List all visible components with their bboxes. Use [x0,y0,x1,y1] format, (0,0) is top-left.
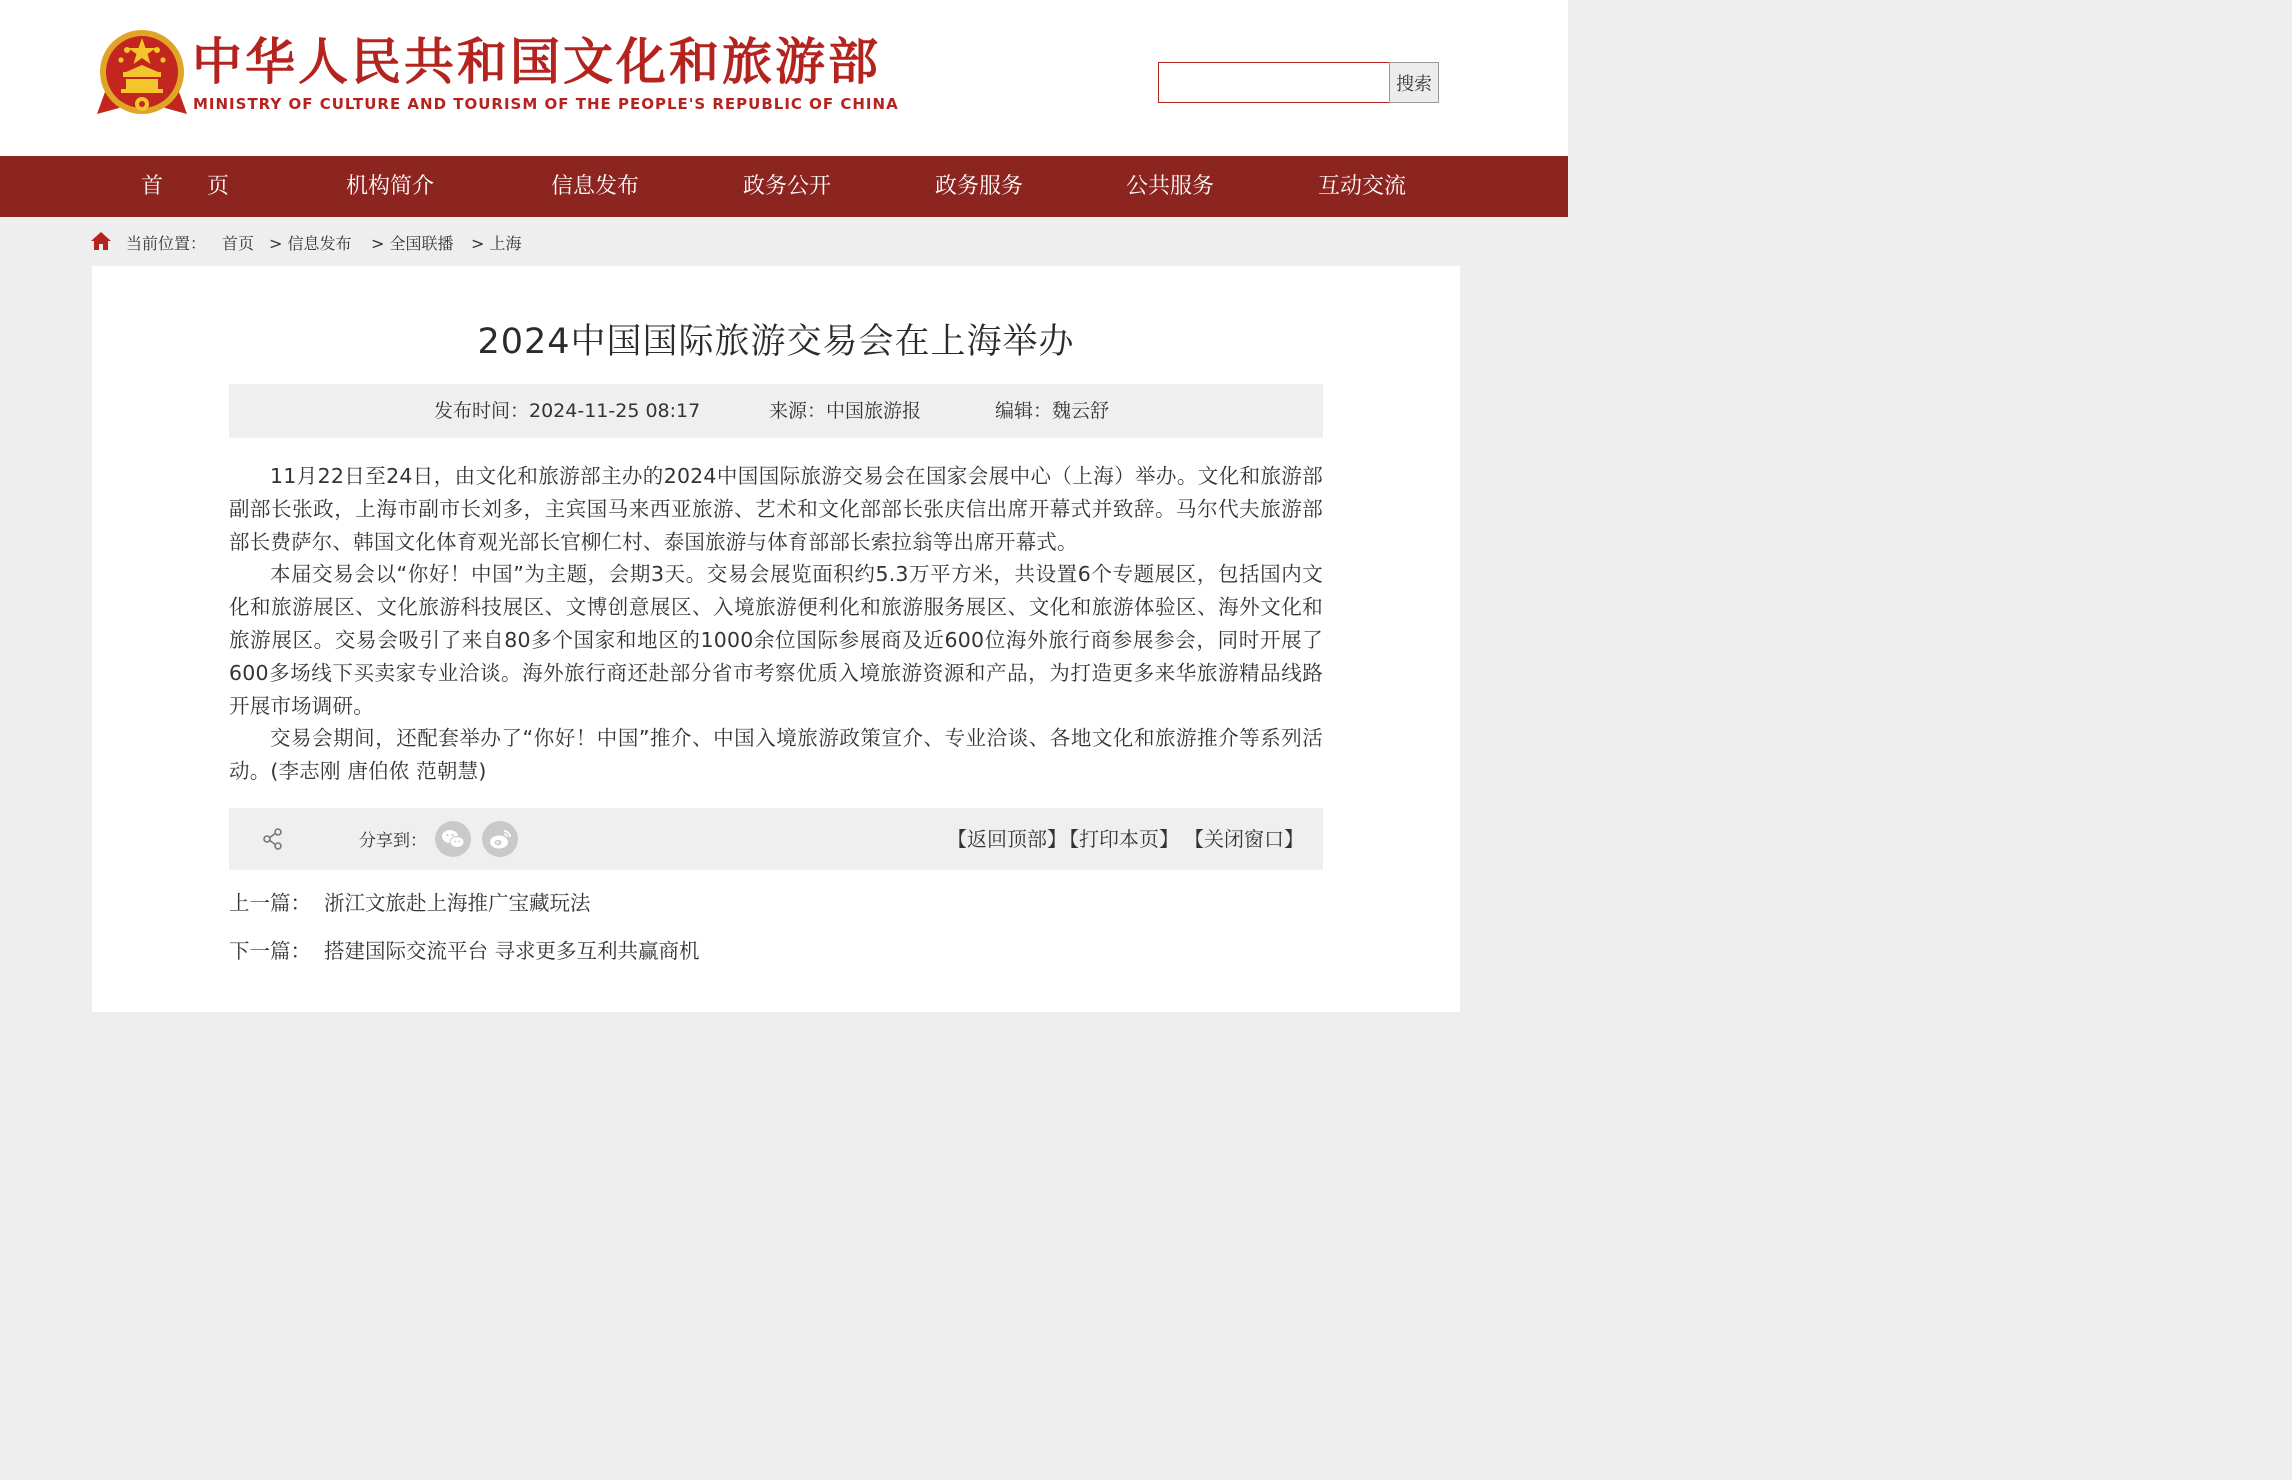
publish-date: 发布时间：2024-11-25 08:17 [434,400,701,422]
share-icon [261,827,285,851]
article-source: 来源：中国旅游报 [769,400,922,422]
nav-item-public-services[interactable]: 公共服务 [1126,174,1215,199]
next-article-label: 下一篇： [229,939,311,963]
share-label: 分享到： [359,831,427,851]
home-icon [90,230,112,252]
prev-article-label: 上一篇： [229,891,311,915]
back-to-top-link[interactable]: 【返回顶部】 [947,827,1067,851]
site-header [0,0,1568,156]
next-article [229,934,700,964]
article-paragraph: 本届交易会以“你好！中国”为主题，会期3天。交易会展览面积约5.3万平方米，共设置6个专题展区，包括国内文化和旅游展区、文化旅游科技展区、文博创意展区、入境旅游便利化和旅游服务展区、文化和旅游体验区、海外文化和旅游展区。交易会吸引了来自80多个国家和地区的1000余位国际参展商及近600位海外旅行商参展参会，同时开展了600多场线下买卖家专业洽谈。海外旅行商还赴部分省市考察优质入境旅游资源和产品，为打造更多来华旅游精品线路开展市场调研。 [229,562,1323,718]
article-body [229,460,1323,788]
close-window-link[interactable]: 【关闭窗口】 [1184,827,1304,851]
article-paragraph: 交易会期间，还配套举办了“你好！中国”推介、中国入境旅游政策宣介、专业洽谈、各地文化和旅游推介等系列活动。(李志刚 唐伯侬 范朝慧) [229,726,1323,784]
breadcrumb-item-home[interactable]: 首页 [222,234,255,253]
content-panel [92,266,1460,1012]
search-button[interactable]: 搜索 [1389,62,1439,103]
wechat-share-button[interactable] [435,821,471,857]
nav-item-interaction[interactable]: 互动交流 [1318,174,1407,199]
nav-item-news[interactable]: 信息发布 [551,174,640,199]
site-title-en: MINISTRY OF CULTURE AND TOURISM OF THE PEOPLE'S REPUBLIC OF CHINA [193,95,899,113]
article-title: 2024中国国际旅游交易会在上海举办 [477,322,1075,362]
site-title-cn[interactable]: 中华人民共和国文化和旅游部 [192,33,881,91]
search-box [1158,62,1439,103]
weibo-icon [482,821,518,857]
wechat-icon [435,821,471,857]
search-input[interactable] [1158,62,1389,103]
article-meta [229,384,1323,438]
national-emblem-icon[interactable] [97,22,187,122]
share-bar [229,808,1323,870]
prev-article-link[interactable]: 浙江文旅赴上海推广宝藏玩法 [324,891,591,915]
article-editor: 编辑：魏云舒 [995,400,1110,422]
breadcrumb-item-national[interactable]: > 全国联播 [371,234,454,253]
breadcrumb-item-news[interactable]: > 信息发布 [269,234,352,253]
article-paragraph: 11月22日至24日，由文化和旅游部主办的2024中国国际旅游交易会在国家会展中心（上海）举办。文化和旅游部副部长张政，上海市副市长刘多，主宾国马来西亚旅游、艺术和文化部部长张庆信出席开幕式并致辞。马尔代夫旅游部部长费萨尔、韩国文化体育观光部长官柳仁村、泰国旅游与体育部部长索拉翁等出席开幕式。 [229,464,1323,554]
nav-item-government-services[interactable]: 政务服务 [935,174,1024,199]
main-nav [0,156,1568,217]
breadcrumb-item-shanghai[interactable]: > 上海 [471,234,522,253]
breadcrumb-prefix: 当前位置： [126,234,207,253]
nav-item-about[interactable]: 机构简介 [346,174,435,199]
nav-item-home[interactable]: 首 页 [141,174,230,199]
nav-item-government-affairs[interactable]: 政务公开 [743,174,832,199]
print-page-link[interactable]: 【打印本页】 [1059,827,1179,851]
next-article-link[interactable]: 搭建国际交流平台 寻求更多互利共赢商机 [324,939,700,963]
prev-article [229,886,591,916]
weibo-share-button[interactable] [482,821,518,857]
